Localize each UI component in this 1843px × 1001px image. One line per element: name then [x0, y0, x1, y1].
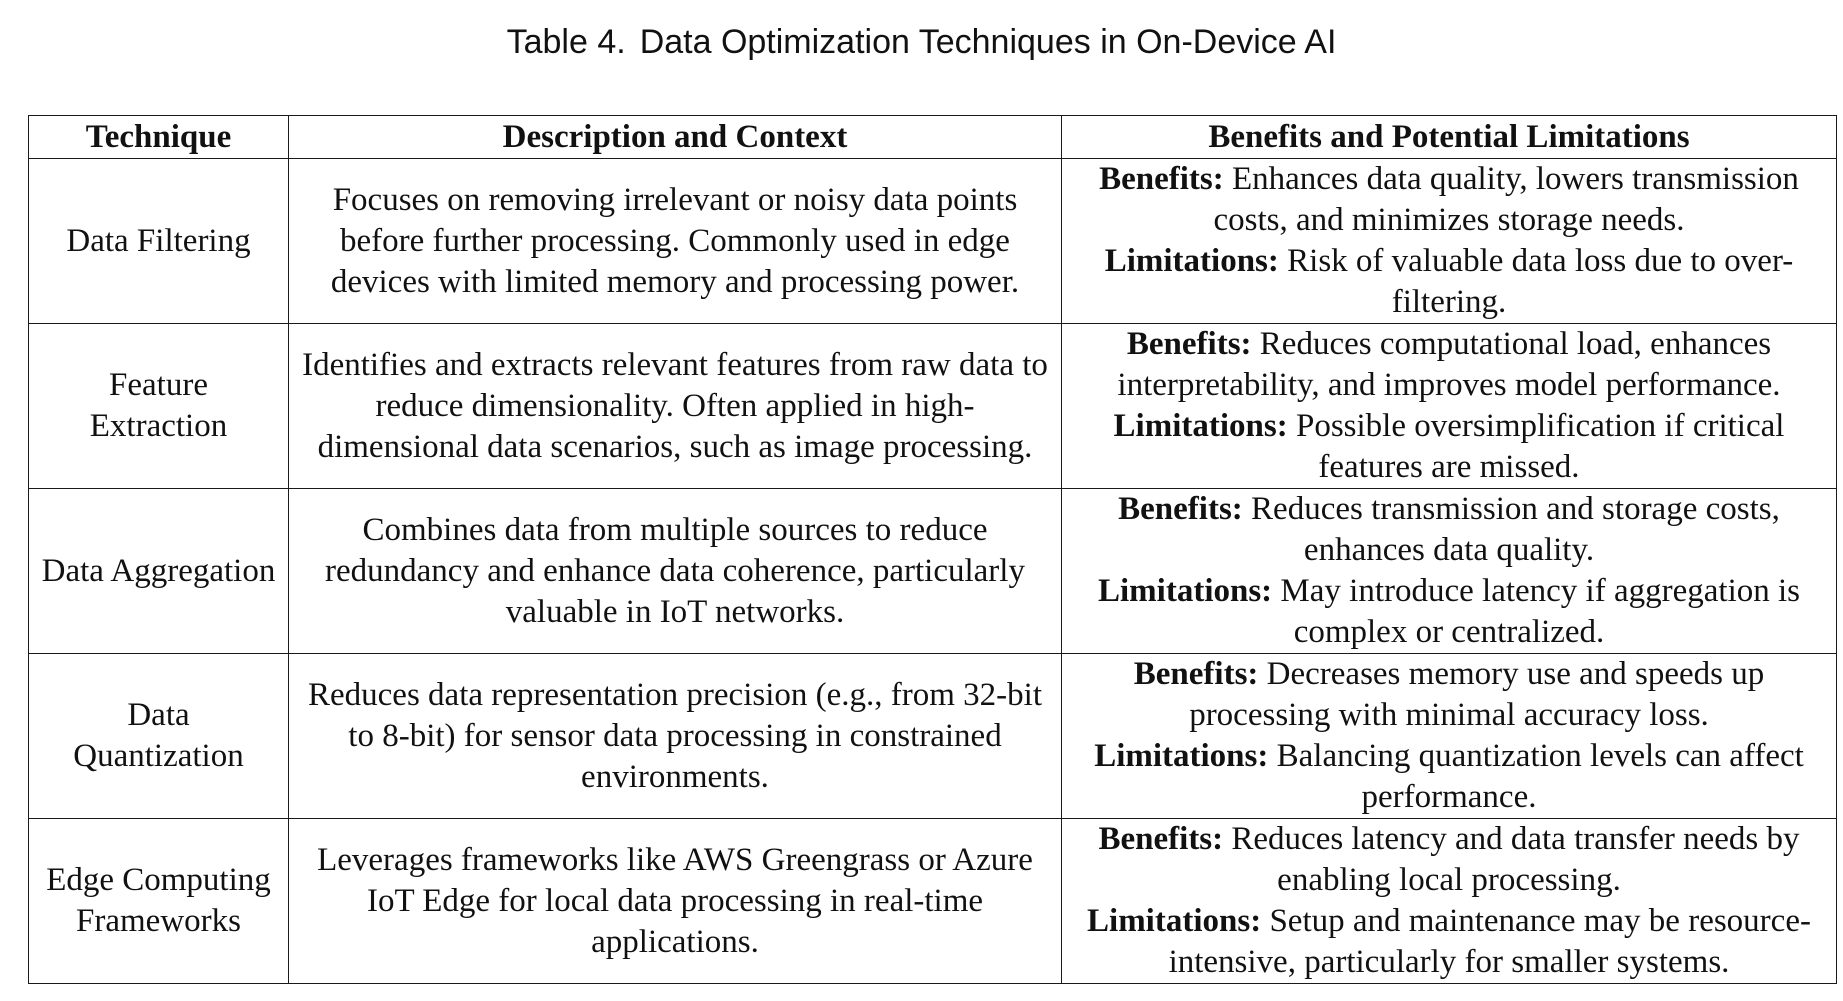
header-technique: Technique: [29, 116, 289, 159]
benefits-text: [1074, 819, 1824, 901]
table-number: Table 4.: [506, 23, 626, 61]
benefits-value: Decreases memory use and speeds up processing with minimal accuracy loss.: [1189, 656, 1765, 733]
benefits-value: Reduces transmission and storage costs, enhances data quality.: [1251, 491, 1780, 568]
header-benefits-limitations: Benefits and Potential Limitations: [1062, 116, 1837, 159]
limitations-value: Possible oversimplification if critical features are missed.: [1295, 408, 1785, 485]
technique-cell: Data Filtering: [29, 159, 289, 324]
benefits-limitations-cell: [1062, 819, 1837, 984]
benefits-value: Reduces computational load, enhances interpretability, and improves model performance.: [1117, 326, 1781, 403]
benefits-limitations-cell: [1062, 489, 1837, 654]
benefits-text: [1074, 324, 1824, 406]
limitations-label: Limitations:: [1094, 738, 1269, 774]
limitations-text: [1074, 241, 1824, 323]
limitations-label: Limitations:: [1087, 903, 1262, 939]
limitations-value: May introduce latency if aggregation is complex or centralized.: [1280, 573, 1800, 650]
limitations-text: [1074, 901, 1824, 983]
limitations-text: [1074, 736, 1824, 818]
table-row: [29, 819, 1837, 984]
optimization-techniques-table: [28, 115, 1837, 984]
technique-cell: Data Aggregation: [29, 489, 289, 654]
description-cell: Reduces data representation precision (e.g., from 32-bit to 8-bit) for sensor data processing in constrained environments.: [289, 654, 1062, 819]
technique-cell: Edge Computing Frameworks: [29, 819, 289, 984]
benefits-label: Benefits:: [1118, 491, 1243, 527]
benefits-text: [1074, 654, 1824, 736]
table-row: [29, 489, 1837, 654]
benefits-value: Reduces latency and data transfer needs by enabling local processing.: [1231, 821, 1800, 898]
table-row: [29, 654, 1837, 819]
description-cell: Focuses on removing irrelevant or noisy data points before further processing. Commonly used in edge devices with limited memory and processing power.: [289, 159, 1062, 324]
technique-cell: Data Quantization: [29, 654, 289, 819]
limitations-value: Risk of valuable data loss due to over-filtering.: [1287, 243, 1794, 320]
limitations-label: Limitations:: [1113, 408, 1288, 444]
limitations-text: [1074, 406, 1824, 488]
benefits-limitations-cell: [1062, 324, 1837, 489]
table-caption: [0, 18, 1843, 66]
table-title: Data Optimization Techniques in On-Device AI: [639, 23, 1337, 61]
benefits-text: [1074, 489, 1824, 571]
header-description: Description and Context: [289, 116, 1062, 159]
limitations-label: Limitations:: [1098, 573, 1273, 609]
benefits-label: Benefits:: [1098, 821, 1224, 857]
limitations-label: Limitations:: [1104, 243, 1279, 279]
description-cell: Identifies and extracts relevant features from raw data to reduce dimensionality. Often applied in high-dimensional data scenarios, such as image processing.: [289, 324, 1062, 489]
benefits-label: Benefits:: [1126, 326, 1252, 362]
limitations-text: [1074, 571, 1824, 653]
limitations-value: Setup and maintenance may be resource-intensive, particularly for smaller systems.: [1168, 903, 1811, 980]
header-row: [29, 116, 1837, 159]
benefits-label: Benefits:: [1099, 161, 1224, 197]
table-row: [29, 159, 1837, 324]
limitations-value: Balancing quantization levels can affect performance.: [1276, 738, 1804, 815]
description-cell: Combines data from multiple sources to reduce redundancy and enhance data coherence, particularly valuable in IoT networks.: [289, 489, 1062, 654]
description-cell: Leverages frameworks like AWS Greengrass or Azure IoT Edge for local data processing in real-time applications.: [289, 819, 1062, 984]
benefits-limitations-cell: [1062, 654, 1837, 819]
table-row: [29, 324, 1837, 489]
benefits-text: [1074, 159, 1824, 241]
technique-cell: Feature Extraction: [29, 324, 289, 489]
benefits-limitations-cell: [1062, 159, 1837, 324]
benefits-label: Benefits:: [1133, 656, 1259, 692]
benefits-value: Enhances data quality, lowers transmission costs, and minimizes storage needs.: [1213, 161, 1799, 238]
